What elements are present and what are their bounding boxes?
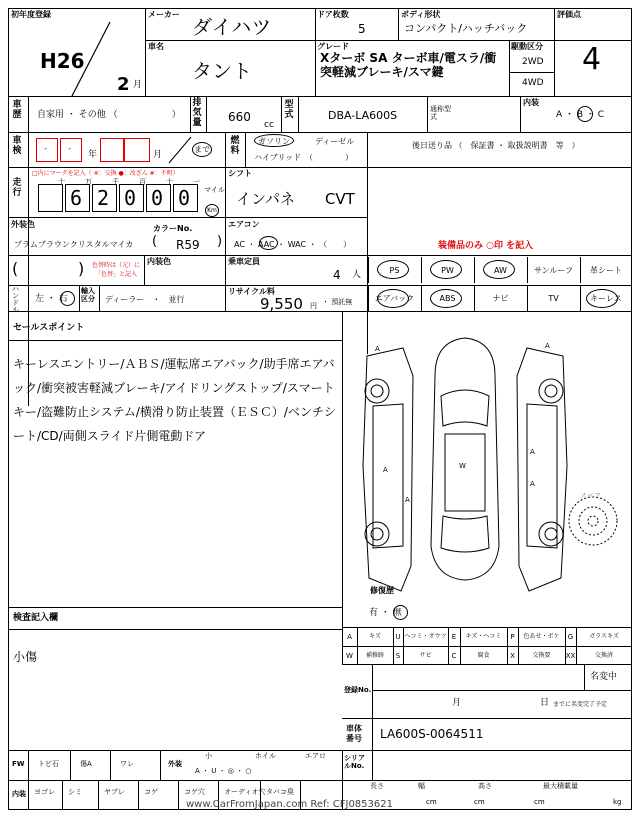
legend-cell: U xyxy=(395,633,401,641)
in-label: 内装 xyxy=(12,790,26,798)
recycle-note: ・ 預託無 xyxy=(322,298,353,306)
divider xyxy=(79,285,80,311)
inspection-m-box xyxy=(124,138,150,162)
grade-label: グレード xyxy=(317,42,349,51)
divider xyxy=(225,167,226,217)
maker-label: メーカー xyxy=(148,10,180,19)
in-item: オーディオ穴 xyxy=(224,788,266,796)
legend-cell: 交換要 xyxy=(532,652,551,659)
damage-mark: A xyxy=(530,448,535,456)
capacity-value: 4 xyxy=(333,268,341,282)
legend-cell: キズ xyxy=(369,633,381,640)
interior-grades: A ・ B ・ C xyxy=(556,110,605,120)
divider xyxy=(145,40,315,41)
ac-mark xyxy=(259,236,278,250)
inspection-slash xyxy=(165,135,195,165)
month-value: 2 xyxy=(117,74,130,95)
divider xyxy=(225,255,226,311)
equipment-item: ナビ xyxy=(492,294,509,303)
repair-label: 修復歴 xyxy=(370,586,394,595)
warranty: 後日送り品 （ 保証書 ・ 取扱説明書 等 ） xyxy=(412,141,580,150)
spare-label: スペア xyxy=(580,492,601,500)
divider xyxy=(8,629,342,630)
orig-color-close: ) xyxy=(78,259,85,278)
inspection-label: 車検 xyxy=(12,136,22,156)
meihen: 名変中 xyxy=(590,672,618,682)
divider xyxy=(8,217,368,218)
divider xyxy=(342,627,632,628)
dim-unit: kg xyxy=(613,798,622,806)
divider xyxy=(372,750,373,780)
legend-cell: E xyxy=(451,633,457,641)
equipment-item: サンルーフ xyxy=(534,266,573,275)
divider xyxy=(427,96,428,132)
divider xyxy=(8,285,632,286)
divider xyxy=(138,780,139,810)
maker-value: ダイハツ xyxy=(192,15,272,39)
divider xyxy=(178,780,179,810)
equipment-item: TV xyxy=(548,294,559,303)
shift-label: シフト xyxy=(228,169,252,178)
in-item: ヨゴレ xyxy=(34,788,55,796)
dim-unit: cm xyxy=(534,798,545,806)
ext-color-value: プラムブラウンクリスタルマイカ xyxy=(14,240,134,249)
divider xyxy=(144,255,145,285)
equipment-mark xyxy=(377,260,409,279)
legend-cell: A xyxy=(347,633,352,641)
dim-unit: cm xyxy=(426,798,437,806)
legend-cell: G xyxy=(567,633,574,641)
divider xyxy=(372,690,632,691)
equipment-item: ABS xyxy=(439,294,456,303)
reg-day: 日 xyxy=(540,698,550,708)
recycle-label: リサイクル料 xyxy=(228,287,275,296)
fuel-gas-mark xyxy=(254,134,294,147)
inspection-notes-label: 検査記入欄 xyxy=(13,613,59,623)
recycle-value: 9,550 xyxy=(260,295,303,313)
serial-label: シリアルNo. xyxy=(344,754,365,770)
import-label: 輸入区分 xyxy=(81,287,95,303)
divider xyxy=(206,96,207,132)
divider xyxy=(315,40,632,41)
dash-2: - xyxy=(68,144,72,154)
score-label: 評価点 xyxy=(557,10,581,19)
odometer-digit: 0 xyxy=(178,186,191,210)
divider xyxy=(8,750,632,751)
divider xyxy=(225,132,226,167)
damage-mark: A xyxy=(375,345,380,353)
fuel-other: （ ） xyxy=(305,153,353,162)
legend-cell: X xyxy=(510,652,515,660)
divider xyxy=(70,750,71,780)
in-item: タバコ臭 xyxy=(266,788,294,796)
divider xyxy=(342,664,632,665)
legend-cell: P xyxy=(510,633,515,641)
legend-cell: ヘコミ・オウツ xyxy=(404,633,447,640)
legend-cell: 色あせ・ボケ xyxy=(523,633,560,640)
ext-item: エアロ xyxy=(305,752,326,760)
repair-value: 有 ・ 無 xyxy=(369,608,402,618)
equipment-item: エアバック xyxy=(374,294,415,303)
divider xyxy=(8,607,342,608)
divider xyxy=(315,8,316,96)
equip-note: 装備品のみ ○印 を記入 xyxy=(438,241,534,251)
divider xyxy=(98,780,99,810)
capacity-label: 乗車定員 xyxy=(228,257,260,266)
divider xyxy=(554,8,555,96)
month-unit-insp: 月 xyxy=(153,150,163,160)
divider xyxy=(520,96,521,132)
divider xyxy=(8,255,632,256)
ac-label: エアコン xyxy=(228,220,260,229)
equipment-item: キーレス xyxy=(590,294,622,303)
fuel-label: 燃料 xyxy=(230,136,240,156)
color-no-open: ( xyxy=(152,234,158,249)
odometer-unit: 万 xyxy=(85,178,92,186)
damage-mark: A xyxy=(545,342,550,350)
watermark: www.CarFromJapan.com Ref: CFJ0853621 xyxy=(186,799,393,810)
year-unit: 年 xyxy=(88,150,98,160)
divider xyxy=(190,96,191,132)
divider xyxy=(8,167,632,168)
equipment-mark xyxy=(430,260,462,279)
divider xyxy=(99,285,100,311)
int-color-label: 内装色 xyxy=(147,257,171,266)
body-value: コンパクト/ハッチバック xyxy=(404,22,528,35)
divider xyxy=(372,664,373,718)
car-name-value: タント xyxy=(192,59,252,83)
equipment-item: PW xyxy=(441,266,454,275)
chassis-value: LA600S-0064511 xyxy=(380,727,484,741)
displacement-unit: cc xyxy=(264,120,274,130)
sales-label: セールスポイント xyxy=(13,323,85,333)
odometer-unit: 千 xyxy=(112,178,119,186)
divider xyxy=(8,780,632,781)
odometer-unit: 十 xyxy=(58,178,65,186)
divider xyxy=(298,96,299,132)
divider xyxy=(62,780,63,810)
legend-cell: サビ xyxy=(419,652,432,659)
ext-vals: A ・ U ・ ◎ ・ ○ xyxy=(195,767,252,775)
legend-cell: C xyxy=(451,652,457,660)
divider xyxy=(372,718,373,750)
divider xyxy=(145,8,146,96)
model-value: DBA-LA600S xyxy=(328,109,398,122)
capacity-unit: 人 xyxy=(352,270,362,280)
doors-label: ドア枚数 xyxy=(317,10,349,19)
in-item: コゲ xyxy=(144,788,158,796)
drive-label: 駆動区分 xyxy=(511,42,543,51)
repair-mark xyxy=(393,605,408,620)
divider xyxy=(281,96,282,132)
fw-item: ワレ xyxy=(120,760,134,768)
sales-text: キーレスエントリー/ＡＢＳ/運転席エアバック/助手席エアバック/衝突被害軽減ブレーキ/アイドリングストップ/スマートキー/盗難防止システム/横滑り防止装置（ＥＳＣ）/ベンチシート/CD/両側スライド片側電動ドア xyxy=(13,357,336,443)
orig-color-open: ( xyxy=(12,259,19,278)
dim-label: 最大積載量 xyxy=(543,782,578,790)
dim-unit: cm xyxy=(474,798,485,806)
ext-item: ホイル xyxy=(255,752,276,760)
handle-mark xyxy=(60,291,75,306)
fw-item: 傷A xyxy=(80,760,92,768)
divider xyxy=(509,72,554,73)
equipment-mark xyxy=(483,260,515,279)
recycle-unit: 円 xyxy=(310,302,317,310)
fw-item: トビ石 xyxy=(38,760,59,768)
ext-item: 小 xyxy=(205,752,212,760)
odometer-digit-box xyxy=(38,184,63,212)
interior-grade-mark xyxy=(577,106,593,122)
damage-mark: A xyxy=(405,496,410,504)
odometer-digit: 6 xyxy=(70,186,83,210)
car-name-label: 車名 xyxy=(148,42,164,51)
notice-label: 通称型式 xyxy=(430,105,451,121)
fuel-diesel: ディーゼル xyxy=(315,137,355,146)
drive-2wd: 2WD xyxy=(522,57,544,67)
until-mark: まで xyxy=(192,142,212,157)
divider xyxy=(160,750,161,780)
divider xyxy=(398,8,399,40)
body-label: ボディ形状 xyxy=(401,10,441,19)
displacement-value: 660 xyxy=(228,110,251,124)
divider xyxy=(8,132,632,133)
mile-label: マイル xyxy=(204,186,225,194)
displacement-label: 排気量 xyxy=(192,98,202,128)
in-item: コゲ穴 xyxy=(184,788,205,796)
dim-label: 長さ xyxy=(370,782,384,790)
legend-cell: 腐食 xyxy=(477,652,490,659)
divider xyxy=(8,311,632,312)
history-label: 車歴 xyxy=(12,100,22,120)
odometer-digit: 2 xyxy=(97,186,110,210)
first-reg-label: 初年度登録 xyxy=(11,10,51,19)
mileage-label: 走行 xyxy=(12,178,22,198)
inspection-y2-box xyxy=(100,138,124,162)
damage-mark: W xyxy=(459,462,466,470)
grade-value: Xターボ SA ターボ車/電スラ/衝突軽減ブレーキ/スマ鍵 xyxy=(320,51,497,79)
in-item: シミ xyxy=(68,788,82,796)
km-label: Km xyxy=(205,204,219,217)
fw-label: FW xyxy=(12,760,25,768)
fuel-hybrid: ハイブリッド xyxy=(254,153,302,162)
registration-label: 登録No. xyxy=(344,686,372,694)
ext-label: 外装 xyxy=(168,760,182,768)
ext-color-label: 外装色 xyxy=(11,220,35,229)
odometer-digit: 0 xyxy=(124,186,137,210)
legend-cell: キズ・ヘコミ xyxy=(465,633,502,640)
color-note-1: 色替時は（元）に xyxy=(92,262,141,269)
fuel-gas: ガソリン xyxy=(258,137,290,146)
equipment-item: AW xyxy=(494,266,507,275)
score-value: 4 xyxy=(582,42,602,77)
mileage-note: □内にマークを記入（ ※：交換 ●：改ざん #：不明） xyxy=(32,170,179,177)
date-slash xyxy=(60,20,120,100)
dim-label: 幅 xyxy=(418,782,425,790)
equipment-item: 革シート xyxy=(590,266,622,275)
odometer-digit: 0 xyxy=(151,186,164,210)
color-no-close: ) xyxy=(217,234,223,249)
color-no-label: カラーNo. xyxy=(153,224,193,233)
legend-cell: 交換済 xyxy=(594,652,613,659)
in-item: ヤブレ xyxy=(104,788,125,796)
legend-cell: ガラスキズ xyxy=(589,633,619,640)
divider xyxy=(584,664,585,690)
divider xyxy=(245,132,246,167)
reg-month: 月 xyxy=(452,698,462,708)
handle-value: 左 ・ 右 xyxy=(35,294,68,304)
model-label: 型式 xyxy=(284,100,294,120)
dash-1: - xyxy=(44,144,48,154)
inspection-notes-text: 小傷 xyxy=(13,650,38,664)
divider xyxy=(342,718,632,719)
equipment-item: PS xyxy=(389,266,400,275)
legend-cell: S xyxy=(395,652,401,660)
legend-cell: W xyxy=(346,652,353,660)
odometer-unit: 百 xyxy=(139,178,146,186)
divider xyxy=(509,40,510,96)
doors-value: 5 xyxy=(358,22,366,36)
history-options: 自家用 ・ その他 （ ） xyxy=(37,110,181,120)
reg-deadline: までに名変完了予定 xyxy=(553,701,608,708)
color-note-2: 「色替」と記入 xyxy=(95,271,138,278)
damage-mark: A xyxy=(530,480,535,488)
divider xyxy=(8,96,632,97)
divider xyxy=(110,750,111,780)
interior-label: 内装 xyxy=(523,98,539,107)
import-value: ディーラー ・ 並行 xyxy=(105,295,185,304)
month-unit: 月 xyxy=(133,80,143,90)
divider xyxy=(8,340,342,341)
dim-label: 高さ xyxy=(478,782,492,790)
shift-value: インパネ CVT xyxy=(236,190,355,208)
divider xyxy=(342,311,343,627)
legend-cell: XX xyxy=(565,652,576,660)
divider xyxy=(342,646,632,647)
handle-label: ハンドル xyxy=(12,285,19,314)
damage-mark: A xyxy=(383,466,388,474)
legend-cell: 補修跡 xyxy=(365,652,384,659)
ac-value: AC ・ AAC ・ WAC ・ （ ） xyxy=(234,240,352,249)
odometer-unit: 十 xyxy=(166,178,173,186)
chassis-label: 車体番号 xyxy=(346,724,362,743)
era-year: H26 xyxy=(40,49,85,73)
divider xyxy=(225,217,226,255)
odometer-unit: 一 xyxy=(193,178,200,186)
color-no-value: R59 xyxy=(176,238,200,252)
drive-4wd: 4WD xyxy=(522,78,544,88)
